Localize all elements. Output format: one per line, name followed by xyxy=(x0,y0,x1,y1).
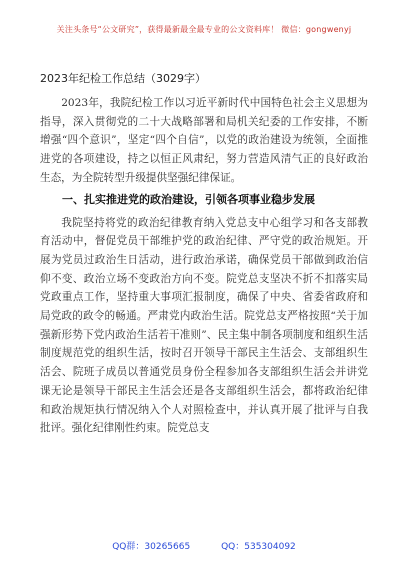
document-title: 2023年纪检工作总结（3029字） xyxy=(40,72,206,85)
footer-contact xyxy=(0,539,408,552)
header-banner: 关注头条号“公文研究”，获得最新最全最专业的公文资料库！ 微信：gongwenyj xyxy=(56,25,352,34)
document-body xyxy=(40,94,368,441)
footer-qq-group: QQ群：30265665 xyxy=(112,542,191,552)
section-heading: 一、扎实推进党的政治建设，引领各项事业稳步发展 xyxy=(62,192,315,206)
footer-qq: QQ：535304092 xyxy=(221,542,296,552)
intro-paragraph: 2023年，我院纪检工作以习近平新时代中国特色社会主义思想为指导，深入贯彻党的二十大战略部署和局机关纪委的工作安排，不断增强“四个意识”，坚定“四个自信”，以党的政治建设为统领，全面推进党的各项建设，持之以恒正风肃纪，努力营造风清气正的良好政治生态，为全院转型升级提供坚强纪律保证。 xyxy=(40,97,368,184)
section-paragraph: 我院坚持将党的政治纪律教育纳入党总支中心组学习和各支部教育活动中，督促党员干部维护党的政治纪律、严守党的政治规矩。开展为党员过政治生日活动，进行政治承诺，确保党员干部做到政治信仰不变、政治立场不变政治方向不变。院党总支坚决不折不扣落实局党政重点工作，坚持重大事项汇报制度，确保了中央、省委省政府和局党政的政令的畅通。严肃党内政治生活。院党总支严格按照“关于加强新形势下党内政治生活若干准则”、民主集中制各项制度和组织生活制度规范党的组织生活，按时召开领导干部民主生活会、支部组织生活会、院班子成员以普通党员身份全程参加各支部组织生活会并讲党课无论是领导干部民主生活会还是各支部组织生活会，都将政治纪律和政治规矩执行情况纳入个人对照检查中，并认真开展了批评与自我批评。强化纪律刚性约束。院党总支 xyxy=(40,216,368,435)
